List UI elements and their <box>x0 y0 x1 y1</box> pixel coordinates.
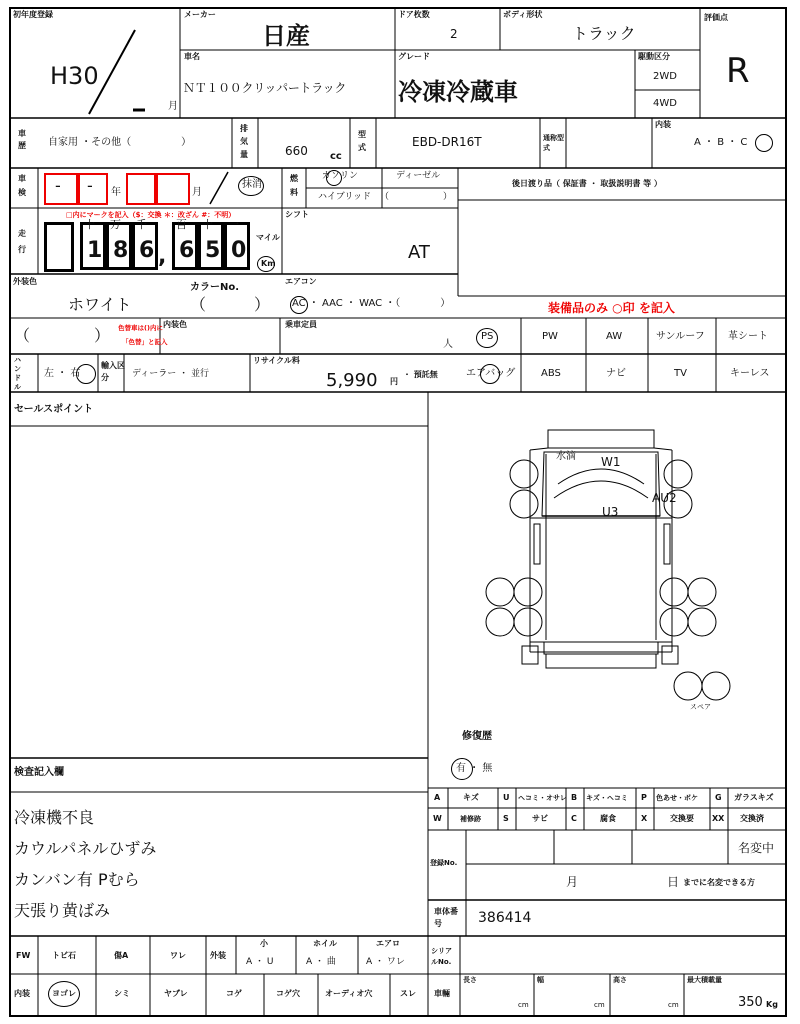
legend-code: W <box>433 814 442 823</box>
interior-item: ヨゴレ <box>52 989 76 998</box>
body-label: ボディ形状 <box>503 10 543 19</box>
doors-value: 2 <box>450 27 458 41</box>
history-label: 車歴 <box>18 129 26 150</box>
legend-code: B <box>571 793 578 802</box>
score-label: 評価点 <box>704 13 728 22</box>
color-no-label: カラーNo. <box>190 282 240 293</box>
mileage-digit: 5 <box>205 238 221 263</box>
wheel-label: ホイル <box>313 939 337 948</box>
legend-code: S <box>503 814 509 823</box>
handle-label: ハンドル <box>14 356 21 391</box>
disp-unit: cc <box>330 151 342 162</box>
diagram-w1: W1 <box>601 455 621 469</box>
small-label: 小 <box>260 939 268 948</box>
equip-abs: ABS <box>541 368 561 379</box>
interior-item: コゲ穴 <box>276 989 300 998</box>
score-value: R <box>726 51 750 91</box>
color-change-paren: （ ） <box>14 326 111 345</box>
import-value: ディーラー ・ 並行 <box>132 369 210 379</box>
inspection-month: 月 <box>192 187 202 198</box>
fw-item: ワレ <box>170 951 186 960</box>
model-value: EBD-DR16T <box>412 135 482 149</box>
repair-circle <box>451 758 473 780</box>
place-mark: 十 <box>202 218 213 231</box>
equip-pw: PW <box>542 331 558 342</box>
unit-mile: マイル <box>256 233 280 242</box>
sales-point-label: セールスポイント <box>14 404 94 415</box>
equip-aw: AW <box>606 331 623 342</box>
carname-value: ＮＴ１００クリッパートラック <box>183 81 347 95</box>
mileage-digit: 6 <box>179 238 195 263</box>
check-note-line: 天張り黄ばみ <box>14 901 111 920</box>
dims-label: 車輛 <box>434 989 450 998</box>
car-number-label: 車体番号 <box>434 907 458 928</box>
airbag-circle <box>480 364 500 384</box>
maker-label: メーカー <box>184 10 216 19</box>
load-value: 350 <box>738 995 763 1010</box>
car-diagram <box>430 394 786 714</box>
diagram-u3: U3 <box>602 505 619 519</box>
fuel-hybrid: ハイブリッド <box>318 192 372 202</box>
mileage-digit: 8 <box>113 238 129 263</box>
inspection-slash <box>206 170 232 206</box>
mileage-separator: , <box>158 244 167 269</box>
mileage-digit: 0 <box>231 238 247 263</box>
aero-value: A ・ ワレ <box>366 957 405 967</box>
inspection-box-2 <box>78 173 108 205</box>
model-label: 型式 <box>358 130 366 152</box>
place-mark: 一 <box>228 218 239 231</box>
load-label: 最大積載量 <box>687 976 722 984</box>
height-unit: cm <box>668 1001 679 1009</box>
inspection-dash-1: - <box>55 176 61 195</box>
legend-code: X <box>641 814 648 823</box>
place-mark: 十 <box>84 218 95 231</box>
interior-bottom-label: 内装 <box>14 989 30 998</box>
fuel-diesel: ディーゼル <box>396 171 441 181</box>
mileage-mark-box <box>44 222 74 272</box>
recycle-deposit: ・ 預託無 <box>403 370 438 379</box>
month-suffix: 月 <box>168 101 178 112</box>
repair-value: 有 ・ 無 <box>456 763 493 774</box>
recycle-value: 5,990 <box>326 370 378 391</box>
length-label: 長さ <box>463 976 477 984</box>
width-label: 幅 <box>537 976 544 984</box>
grade-value: 冷凍冷蔵車 <box>398 78 518 106</box>
handle-circle <box>76 364 96 384</box>
recycle-unit: 円 <box>390 377 398 386</box>
drive-label: 駆動区分 <box>638 52 670 61</box>
registration-day: 日 <box>667 875 680 889</box>
inspection-box-4 <box>156 173 190 205</box>
shift-value: AT <box>408 242 430 263</box>
legend-desc: キズ・ヘコミ <box>586 794 628 802</box>
common-model-label: 通称型式 <box>543 134 564 152</box>
inspection-expired: 抹消 <box>242 179 262 190</box>
carname-label: 車名 <box>184 52 200 61</box>
legend-desc: 色あせ・ボケ <box>656 794 698 802</box>
small-value: A ・ U <box>246 957 274 967</box>
car-number-value: 386414 <box>478 910 532 926</box>
width-unit: cm <box>594 1001 605 1009</box>
load-unit: Kg <box>766 1000 778 1009</box>
first-reg-label: 初年度登録 <box>13 10 53 19</box>
equipment-title: 装備品のみ ○印 を記入 <box>548 301 675 315</box>
capacity-unit: 人 <box>443 339 453 350</box>
inspection-year: 年 <box>111 187 121 198</box>
check-note-line: カンバン有 Pむら <box>14 870 140 889</box>
name-change: 名変中 <box>738 841 775 855</box>
interior-item: スレ <box>400 989 416 998</box>
first-reg-slash <box>85 28 145 118</box>
stain-circle <box>48 981 80 1007</box>
ac-value: AC ・ AAC ・ WAC ・（ ） <box>292 298 451 309</box>
body-value: トラック <box>572 24 636 43</box>
legend-desc: ガラスキズ <box>734 793 774 802</box>
capacity-label: 乗車定員 <box>285 320 317 329</box>
km-circle <box>257 256 275 272</box>
fuel-label: 燃料 <box>290 174 298 197</box>
interior-label: 内装 <box>655 120 671 129</box>
drive-4wd: 4WD <box>653 98 677 109</box>
color-no-value: （ ） <box>190 295 271 314</box>
registration-label: 登録No. <box>430 859 458 867</box>
import-label: 輸入区分 <box>101 361 125 382</box>
mileage-digits <box>80 218 256 269</box>
drive-2wd: 2WD <box>653 71 677 82</box>
legend-desc: ヘコミ・オサレ <box>518 794 567 802</box>
serial-label: シリアルNo. <box>431 947 452 966</box>
inspection-box-1 <box>44 173 78 205</box>
wheel-value: A ・ 曲 <box>306 957 336 967</box>
legend-desc: サビ <box>532 814 548 823</box>
diagram-spare: スペア <box>690 703 711 711</box>
place-mark: 百 <box>176 218 187 231</box>
registration-month: 月 <box>566 875 579 889</box>
legend-desc: 交換済 <box>740 814 764 823</box>
recycle-label: リサイクル料 <box>253 356 300 365</box>
first-reg-value: H30 <box>50 62 99 90</box>
legend-code: P <box>641 793 647 802</box>
fw-item: トビ石 <box>52 951 76 960</box>
inspection-label: 車検 <box>18 174 26 197</box>
interior-value: A ・ B ・ C <box>694 137 748 148</box>
color-note-1: 色替車は()内に <box>118 324 163 332</box>
color-note-2: 「色替」と記入 <box>122 338 168 346</box>
fuel-hybrid-paren: （ ） <box>380 192 453 202</box>
interior-item: シミ <box>114 989 130 998</box>
diagram-au2: AU2 <box>652 491 677 505</box>
ac-label: エアコン <box>285 277 317 286</box>
disp-value: 660 <box>285 144 308 158</box>
ps-circle <box>476 328 498 348</box>
exterior-label: 外装 <box>210 951 226 960</box>
grade-label: グレード <box>398 52 430 61</box>
ac-circle <box>290 296 308 314</box>
legend-code: U <box>503 793 510 802</box>
legend-desc: キズ <box>463 793 479 802</box>
gasoline-circle <box>326 170 342 186</box>
legend-desc: 腐食 <box>600 814 616 823</box>
expired-circle <box>238 176 264 196</box>
mileage-digit: 1 <box>87 238 103 263</box>
registration-deadline: までに名変できる方 <box>683 878 755 887</box>
maker-value: 日産 <box>262 22 310 50</box>
equip-leather: 革シート <box>728 331 768 342</box>
disp-label: 排気量 <box>240 124 248 159</box>
mileage-note: □内にマークを記入（$：交換 ＊：改ざん #：不明） <box>66 211 236 219</box>
inspection-dash-2: - <box>87 176 93 195</box>
equip-navi: ナビ <box>606 368 626 379</box>
legend-desc: 補修跡 <box>460 815 481 823</box>
length-unit: cm <box>518 1001 529 1009</box>
unit-km: Km <box>261 259 276 268</box>
place-mark: 万 <box>110 218 121 231</box>
interior-grade-circle <box>755 134 773 152</box>
interior-color-label: 内装色 <box>163 320 187 329</box>
diagram-water: 水滴 <box>556 451 576 462</box>
height-label: 高さ <box>613 976 627 984</box>
handle-value: 左 ・ 右 <box>44 368 81 379</box>
legend-code: XX <box>712 814 725 823</box>
repair-label: 修復歴 <box>462 731 492 742</box>
fw-item: 傷A <box>114 951 129 960</box>
legend-code: G <box>715 793 722 802</box>
interior-item: ヤブレ <box>164 989 188 998</box>
doors-label: ドア枚数 <box>398 10 430 19</box>
equip-airbag: エアバッグ <box>466 368 516 379</box>
interior-item: オーディオ穴 <box>325 989 373 998</box>
equip-ps: PS <box>481 331 494 342</box>
check-notes-label: 検査記入欄 <box>14 767 64 778</box>
legend-code: C <box>571 814 577 823</box>
later-items-label: 後日渡り品（ 保証書 ・ 取扱説明書 等 ） <box>512 179 662 188</box>
legend-desc: 交換要 <box>670 814 694 823</box>
check-note-line: 冷凍機不良 <box>14 808 95 827</box>
equip-tv: TV <box>674 368 687 379</box>
mileage-digit: 6 <box>139 238 155 263</box>
shift-label: シフト <box>285 210 309 219</box>
check-note-line: カウルパネルひずみ <box>14 839 157 858</box>
aero-label: エアロ <box>376 939 400 948</box>
equip-sunroof: サンルーフ <box>656 331 705 342</box>
inspection-box-3 <box>126 173 156 205</box>
fuel-gasoline: ガソリン <box>322 171 359 181</box>
equip-keyless: キーレス <box>730 368 770 379</box>
interior-item: コゲ <box>226 989 242 998</box>
exterior-color-label: 外装色 <box>13 277 37 286</box>
exterior-color-value: ホワイト <box>68 295 132 314</box>
legend-code: A <box>434 793 441 802</box>
place-mark: 千 <box>136 218 147 231</box>
mileage-label: 走行 <box>18 229 26 254</box>
fw-label: FW <box>16 951 31 960</box>
history-value: 自家用 ・その他（ ） <box>48 137 192 148</box>
